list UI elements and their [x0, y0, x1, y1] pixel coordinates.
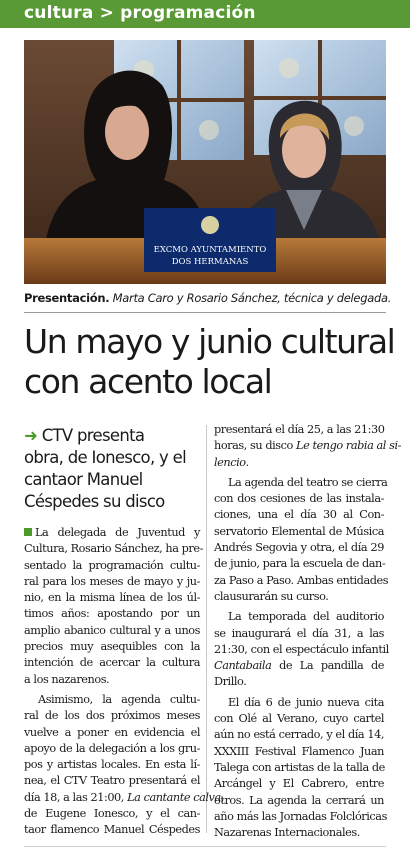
body-line: ral para los meses de mayo y ju-: [24, 574, 200, 588]
body-line: La agenda del teatro se cierra: [228, 475, 388, 489]
body-line: Talega con artistas de la talla de: [214, 760, 385, 774]
body-line: sentado la programación cultu-: [24, 558, 200, 572]
body-line: aún no está cerrado, y el día 14,: [214, 728, 384, 742]
body-line: Cantabaila de La pandilla de: [214, 659, 384, 673]
body-line: La temporada del auditorio: [228, 610, 384, 624]
body-line: ral de los dos próximos meses: [24, 709, 200, 723]
body-line: a los nazarenos.: [24, 672, 110, 686]
placard-line1: EXCMO AYUNTAMIENTO: [153, 245, 267, 255]
kicker-line1: ➜ CTV presenta: [24, 426, 145, 445]
paragraph-2: [24, 692, 224, 839]
show-title: Cantabaila: [214, 659, 272, 673]
body-line: horas, su disco Le tengo rabia al si-: [214, 439, 401, 453]
headline-line1: Un mayo y junio cultural: [24, 322, 395, 361]
body-line: Andrés Segovia y otra, el día 29: [214, 541, 384, 555]
body-line: Drillo.: [214, 675, 247, 689]
body-line: clausurarán su curso.: [214, 589, 329, 603]
caption-text: Marta Caro y Rosario Sánchez, técnica y delegada.: [112, 291, 392, 305]
section-label: cultura > programación: [24, 3, 256, 23]
body-line: 21:30, con el espectáculo infantil: [214, 642, 389, 656]
body-line: Asimismo, la agenda cultu-: [38, 692, 200, 706]
body-line: con dos cesiones de las instala-: [214, 492, 384, 506]
body-line: servatorio Elemental de Música: [214, 524, 384, 538]
caption-lead: Presentación.: [24, 291, 110, 305]
body-line: lencio.: [214, 455, 249, 469]
paragraph-4: [214, 609, 389, 690]
paragraph-1: [24, 525, 203, 688]
album-title-end: lencio: [214, 455, 246, 469]
paragraph-3: [214, 475, 389, 605]
body-line: se inaugurará el día 31, a las: [214, 626, 384, 640]
body-line: presentará el día 25, a las 21:30: [214, 423, 385, 436]
body-line: intención de acercar la cultura: [24, 656, 200, 670]
body-line: de junio, para la escuela de dan-: [214, 557, 386, 571]
left-column: [24, 425, 224, 839]
body-line: de Eugene Ionesco, y el can-: [24, 807, 200, 821]
kicker-line4: Céspedes su disco: [24, 492, 165, 511]
column-divider: [206, 425, 207, 833]
body-line: za Paso a Paso. Ambas entidades: [214, 573, 389, 587]
body-line: XXXIII Festival Flamenco Juan: [214, 744, 384, 758]
body-line: año más las Jornadas Folclóricas: [214, 809, 387, 823]
caption-divider: [24, 312, 386, 313]
body-line: con Olé al Verano, cuyo cartel: [214, 712, 384, 726]
body-line: día 18, a las 21:00, La cantante calva,: [24, 790, 224, 804]
body-line: Nazarenas Internacionales.: [214, 826, 360, 840]
body-line: Arcángel y El Cabrero, entre: [214, 777, 384, 791]
headline-line2: con acento local: [24, 362, 272, 401]
press-photo: [24, 40, 386, 284]
kicker-line3: cantaor Manuel: [24, 470, 143, 489]
play-title: La cantante calva,: [127, 790, 224, 804]
album-title: Le tengo rabia al si-: [296, 439, 401, 453]
body-line: apoyo de la delegación a los gru-: [24, 741, 200, 755]
headline: [24, 322, 394, 402]
body-line: La delegada de Juventud y: [24, 525, 200, 541]
body-line: ciones, una el día 30 al Con-: [214, 508, 384, 522]
body-line: Cultura, Rosario Sánchez, ha pre-: [24, 542, 203, 556]
paragraph-5: [214, 695, 387, 842]
body-line: nea, el CTV Teatro presentará el: [24, 774, 200, 788]
right-column: [214, 422, 401, 841]
body-line: otros. La agenda la cerrará un: [214, 793, 384, 807]
kicker: [24, 425, 200, 513]
arrow-right-icon: ➜: [24, 426, 38, 445]
photo-illustration: [24, 40, 386, 284]
photo-caption: [24, 291, 394, 306]
body-line: timos años: apostando por un: [24, 607, 200, 621]
body-line: vuelve a poner en evidencia el: [24, 725, 200, 739]
body-line: precios muy asequibles con la: [24, 640, 200, 654]
bullet-square-icon: [24, 528, 32, 536]
section-header-bar: [0, 0, 410, 28]
paragraph-0: [214, 422, 401, 471]
placard-line2: DOS HERMANAS: [171, 257, 249, 267]
footer-rule: [24, 846, 386, 847]
body-line: nio, en la misma línea de los úl-: [24, 591, 200, 605]
body-line: taor flamenco Manuel Céspedes: [24, 823, 200, 837]
kicker-line2: obra, de Ionesco, y el: [24, 448, 186, 467]
body-line: amplio abanico cultural y a unos: [24, 623, 200, 637]
body-line: pos y artistas locales. En esta lí-: [24, 758, 200, 772]
body-line: El día 6 de junio nueva cita: [228, 695, 384, 709]
